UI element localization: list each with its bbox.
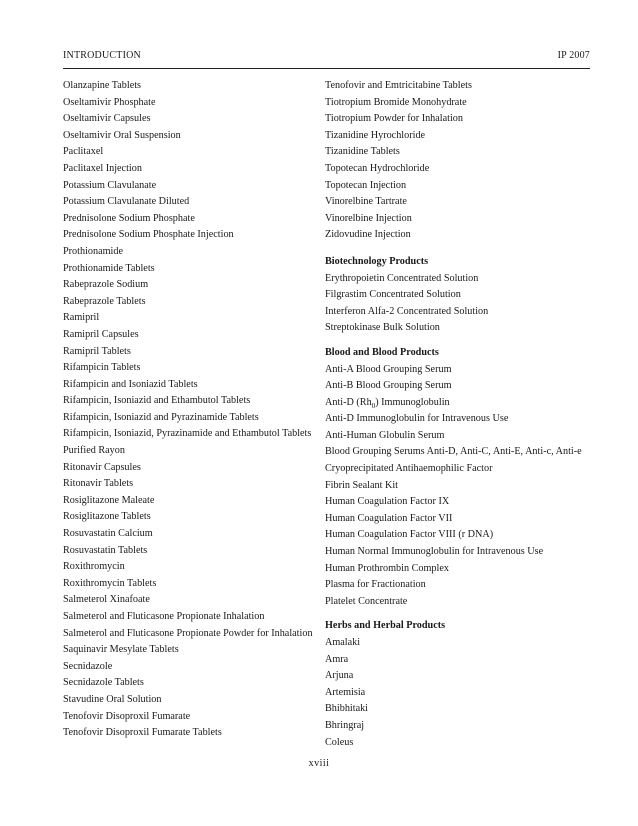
list-item: Filgrastim Concentrated Solution [325, 289, 461, 301]
running-header [63, 50, 590, 66]
list-item: Vinorelbine Tartrate [325, 196, 407, 208]
list-item: Salmeterol Xinafoate [63, 594, 150, 606]
list-item: Tenofovir and Emtricitabine Tablets [325, 80, 472, 91]
list-item: Potassium Clavulanate [63, 179, 157, 191]
list-item: Roxithromycin [63, 561, 125, 573]
list-item: Coleus [325, 736, 354, 748]
list-item: Rosiglitazone Maleate [63, 494, 155, 506]
list-item: Anti-D Immunoglobulin for Intravenous Use [325, 413, 509, 425]
list-item: Human Coagulation Factor VIII (r DNA) [325, 529, 494, 541]
list-item: Tenofovir Disoproxil Fumarate [63, 710, 191, 722]
list-item: Roxithromycin Tablets [63, 577, 157, 589]
list-item: Prothionamide [63, 245, 123, 257]
section-heading-blood: Blood and Blood Products [325, 346, 439, 358]
list-item: Rosuvastatin Calcium [63, 528, 153, 540]
list-item: Rosuvastatin Tablets [63, 544, 148, 556]
list-item: Salmeterol and Fluticasone Propionate Powder for Inhalation [63, 627, 313, 639]
list-item: Rifampicin Tablets [63, 362, 141, 374]
list-item: Erythropoietin Concentrated Solution [325, 272, 479, 284]
list-item: Prednisolone Sodium Phosphate [63, 212, 195, 224]
list-item: Olanzapine Tablets [63, 80, 142, 91]
list-item: Arjuna [325, 670, 354, 682]
list-item: Ramipril [63, 312, 100, 324]
list-item: Rifampicin, Isoniazid, Pyrazinamide and Ethambutol Tablets [63, 428, 312, 440]
list-item: Tenofovir Disoproxil Fumarate Tablets [63, 727, 222, 739]
list-item: Anti-D $(Rh_0)$ Immunoglobulin [325, 396, 450, 410]
list-item: Rosiglitazone Tablets [63, 511, 151, 523]
list-item: Rabeprazole Sodium [63, 279, 149, 291]
list-item: Rifampicin, Isoniazid and Pyrazinamide Tablets [63, 411, 259, 423]
list-item: Anti-A Blood Grouping Serum [325, 363, 452, 375]
list-item: Rifampicin and Isoniazid Tablets [63, 378, 198, 390]
list-item: Tiotropium Bromide Monohydrate [325, 96, 467, 108]
list-item: Secnidazole [63, 660, 113, 672]
list-item: Prothionamide Tablets [63, 262, 155, 274]
list-item: Purified Rayon [63, 445, 125, 457]
list-item: Saquinavir Mesylate Tablets [63, 644, 179, 656]
list-item: Oseltamivir Phosphate [63, 96, 156, 108]
list-item: Vinorelbine Injection [325, 212, 412, 224]
list-item: Human Prothrombin Complex [325, 562, 449, 574]
list-item: Human Coagulation Factor IX [325, 496, 450, 508]
list-item: Blood Grouping Serums Anti-D, Anti-C, Anti-E, Anti-c, Anti-e [325, 446, 582, 458]
list-item: Ramipril Tablets [63, 345, 131, 357]
list-item: Paclitaxel Injection [63, 162, 142, 174]
list-item: Oseltamivir Capsules [63, 113, 151, 125]
header-section-title: INTRODUCTION [63, 50, 141, 61]
left-column [63, 78, 325, 742]
page-number: xviii [308, 758, 330, 769]
list-item: Zidovudine Injection [325, 229, 411, 241]
header-rule [63, 68, 590, 69]
list-item: Salmeterol and Fluticasone Propionate Inhalation [63, 611, 265, 622]
list-item: Anti-B Blood Grouping Serum [325, 380, 452, 392]
list-item: Topotecan Hydrochloride [325, 162, 430, 174]
list-item: Streptokinase Bulk Solution [325, 322, 440, 334]
list-item: Paclitaxel [63, 146, 104, 158]
list-item: Secnidazole Tablets [63, 677, 144, 689]
list-item: Rifampicin, Isoniazid and Ethambutol Tablets [63, 395, 251, 407]
list-item: Amra [325, 653, 349, 665]
list-item: Tizanidine Tablets [325, 146, 400, 158]
list-item: Anti-Human Globulin Serum [325, 429, 445, 441]
list-item: Interferon Alfa-2 Concentrated Solution [325, 305, 489, 317]
section-heading-biotechnology: Biotechnology Products [325, 255, 429, 267]
list-item: Potassium Clavulanate Diluted [63, 196, 190, 208]
list-item: Bhringraj [325, 719, 365, 731]
list-item: Ritonavir Tablets [63, 478, 134, 490]
list-item: Tiotropium Powder for Inhalation [325, 113, 463, 125]
list-item: Tizanidine Hyrochloride [325, 129, 426, 141]
list-item: Rabeprazole Tablets [63, 295, 146, 307]
header-edition: IP 2007 [557, 50, 590, 61]
list-item: Topotecan Injection [325, 179, 407, 191]
list-item: Ritonavir Capsules [63, 461, 141, 473]
list-item: Fibrin Sealant Kit [325, 479, 399, 491]
list-item: Stavudine Oral Solution [63, 693, 162, 705]
list-item: Human Normal Immunoglobulin for Intravenous Use [325, 546, 544, 558]
list-item: Platelet Concentrate [325, 595, 408, 607]
list-item: Oseltamivir Oral Suspension [63, 129, 181, 141]
list-item: Ramipril Capsules [63, 328, 139, 340]
list-item: Prednisolone Sodium Phosphate Injection [63, 229, 234, 241]
right-column [325, 78, 595, 751]
list-item: Human Coagulation Factor VII [325, 512, 453, 524]
list-item: Bhibhitaki [325, 703, 369, 715]
list-item: Amalaki [325, 637, 361, 648]
list-item: Cryoprecipitated Antihaemophilic Factor [325, 463, 493, 475]
list-item: Plasma for Fractionation [325, 579, 426, 591]
list-item: Artemisia [325, 686, 366, 698]
section-heading-herbs: Herbs and Herbal Products [325, 620, 446, 632]
